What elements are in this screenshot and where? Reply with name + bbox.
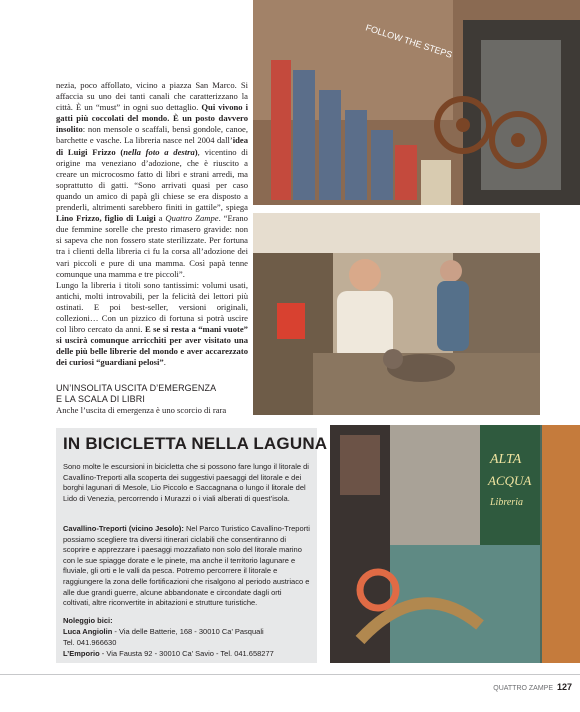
photo3-sign-libreria: Libreria: [490, 497, 523, 508]
rental-item-1: Luca Angiolin - Via delle Batterie, 168 - 30010 Ca’ Pasquali: [63, 627, 264, 636]
article-paragraph-1: nezia, poco affollato, vicino a piazza San Marco. Si affaccia su uno dei tanti canali che caratterizzano la città. È un “must” in ogni suo dettaglio. Qui vivono i gatti più coccolati del mondo. È un posto davvero insolito: non mensole o scaffali, bensì gondole, canoe, barchette e vasche. La libreria nasce nel 2004 dall’idea di Luigi Frizzo (nella foto a destra), vicentino di origine ma veneziano d’adozione, che è riuscito a creare un microcosmo fatto di libri e strani arredi, ma soprattutto di gatti. “Sono arrivati quasi per caso quando un amico di papà gli chiese se era disposto a prenderli, altrimenti sarebbero finiti in gattile”, spiega Lino Frizzo, figlio di Luigi a Quattro Zampe. “Erano due femmine sorelle che presto rimasero gravide: non si sapeva che non fossero state sterilizzate. Per fortuna tra i clienti della libreria ci fu la corsa all’adozione dei vari piccoli e pure di una mamma. Così papà tenne comunque una mamma e tre piccoli”.: [56, 80, 248, 279]
photo3-sign-alta: ALTA: [490, 452, 522, 467]
magazine-name: QUATTRO ZAMPE: [493, 685, 554, 692]
box-title: IN BICICLETTA NELLA LAGUNA: [63, 434, 328, 453]
box-body: Cavallino-Treporti (vicino Jesolo): Nel Parco Turistico Cavallino-Treporti possiamo scegliere tra diversi itinerari ciclabili che consentiranno di scoprire e apprezzare i paesaggi mozzafiato non solo del litorale marino con le sue spiagge dorate e le pinete, ma anche il territorio lagunare e fluviale, gli orti e le valli da pesca. Potremo percorrere il litorale e raggiungere la zona delle fortificazioni che risalgono al periodo austriaco e alle due grandi guerre, alcune abbandonate e circondate dagli orti coltivati, altre riconvertite in abitazioni e strutture turistiche.: [63, 524, 310, 608]
box-intro: Sono molte le escursioni in bicicletta che si possono fare lungo il litorale di Cavallino-Treporti alla scoperta dei suggestivi paesaggi del litorale e dei borghi lagunari di Mesole, Lio Piccolo e Saccagnana o lungo il litorale del Lido di Venezia, percorrendo i Murazzi o i viali alberati di quest’isola.: [63, 462, 309, 504]
box-rental-list: [63, 615, 313, 659]
photo-acqua-alta-door: [330, 425, 580, 663]
photo3-sign-acqua: ACQUA: [488, 473, 532, 488]
photo1-sign: FOLLOW THE STEPS: [364, 22, 454, 60]
article-body: [56, 80, 248, 368]
bike-info-box: [56, 428, 328, 663]
rental-item-1-tel: Tel. 041.966630: [63, 638, 117, 647]
article-paragraph-2: Lungo la libreria i titoli sono tantissimi: volumi usati, antichi, molti introvabili, per la felicità dei lettori più ostinati. E poi best-seller, versioni originali, collezioni… Con un pizzico di fortuna si potrà uscire col libro cercato da anni. E se si resta a “mani vuote” si uscirà comunque arricchiti per aver visitato una delle più belle librerie del mondo e aver accarezzato dei curiosi “guardiani pelosi”.: [56, 279, 248, 368]
photo-book-staircase: [253, 0, 580, 205]
rental-item-2: L’Emporio - Via Fausta 92 - 30010 Ca’ Savio - Tel. 041.658277: [63, 649, 274, 658]
footer-divider: [0, 674, 580, 675]
rental-heading: Noleggio bici:: [63, 616, 113, 625]
page-number: 127: [556, 682, 572, 692]
section-subtext: Anche l’uscita di emergenza è uno scorcio di rara: [56, 405, 227, 415]
photo-owner-with-cat: [253, 213, 540, 415]
page-footer: [493, 682, 572, 692]
section-subheading: UN’INSOLITA USCITA D’EMERGENZA E LA SCALA DI LIBRI: [56, 383, 217, 404]
